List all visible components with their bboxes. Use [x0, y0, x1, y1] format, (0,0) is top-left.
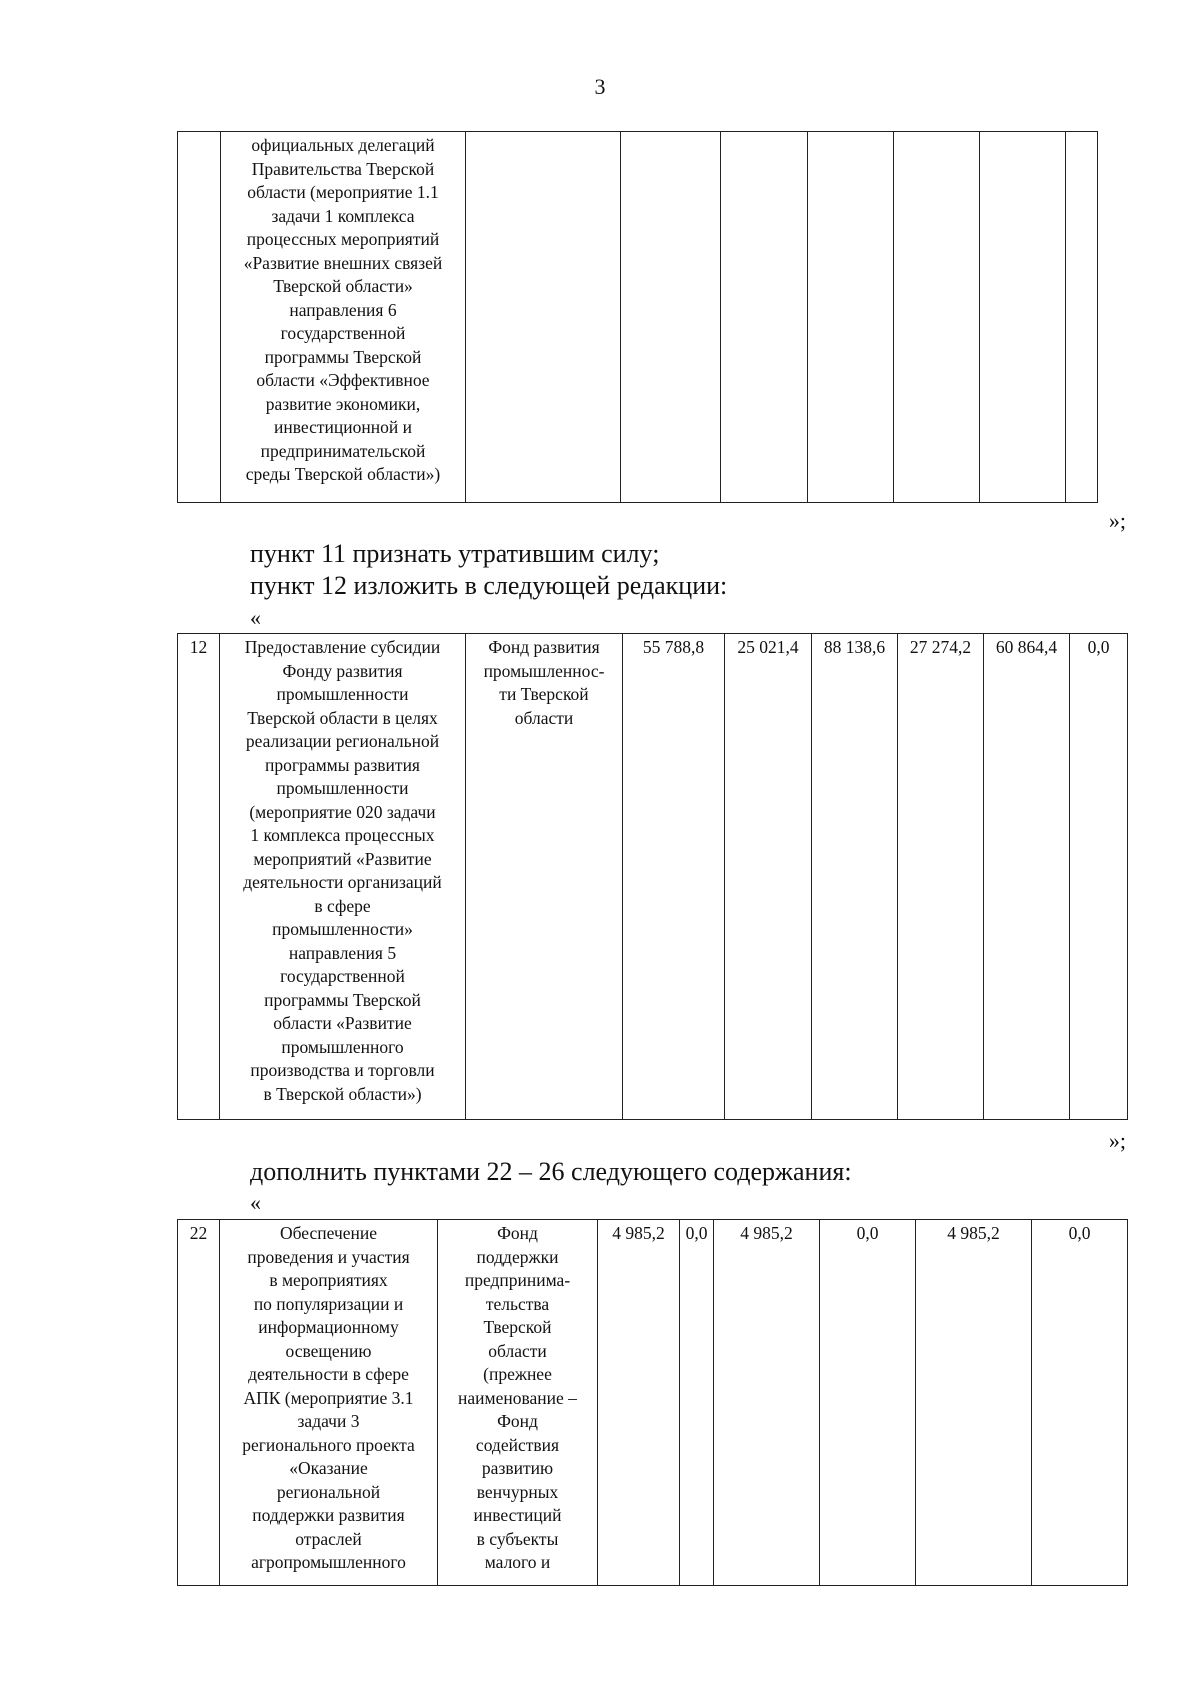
recipient-cell: Фонд развития промышленнос- ти Тверской области: [466, 634, 623, 1120]
table-item-22: [177, 1219, 1128, 1586]
instruction-text: дополнить пунктами 22 – 26 следующего содержания:: [250, 1157, 852, 1186]
recipient-cell: Фонд поддержки предпринима- тельства Тверской области (прежнее наименование – Фонд содействия развитию венчурных инвестиций в субъекты малого и: [438, 1220, 598, 1586]
value-cell: 60 864,4: [984, 634, 1070, 1120]
opening-quote: «: [250, 1190, 261, 1215]
value-cell: [980, 132, 1066, 503]
value-cell: 55 788,8: [623, 634, 725, 1120]
row-number-cell: 12: [178, 634, 220, 1120]
value-cell: [621, 132, 721, 503]
value-cell: [894, 132, 980, 503]
closing-quote: »;: [1108, 508, 1126, 533]
table-continuation: [177, 131, 1098, 503]
row-name-cell: официальных делегаций Правительства Тверской области (мероприятие 1.1 задачи 1 комплекса процессных мероприятий «Развитие внешних связей Тверской области» направления 6 государственной программы Тверской области «Эффективное развитие экономики, инвестиционной и предпринимательской среды Тверской области»): [221, 132, 466, 503]
closing-quote: »;: [1108, 1128, 1126, 1153]
recipient-cell: [466, 132, 621, 503]
value-cell: 4 985,2: [714, 1220, 820, 1586]
row-name-cell: Предоставление субсидии Фонду развития промышленности Тверской области в целях реализации региональной программы развития промышленности (мероприятие 020 задачи 1 комплекса процессных мероприятий «Развитие деятельности организаций в сфере промышленности» направления 5 государственной программы Тверской области «Развитие промышленного производства и торговли в Тверской области»): [220, 634, 466, 1120]
value-cell: [721, 132, 808, 503]
instruction-text: пункт 11 признать утратившим силу;: [250, 539, 660, 568]
value-cell: 88 138,6: [812, 634, 898, 1120]
value-cell: 0,0: [1070, 634, 1128, 1120]
table-row: [178, 634, 1128, 1120]
value-cell: 0,0: [1032, 1220, 1128, 1586]
page-number: 3: [594, 74, 606, 99]
instruction-text: пункт 12 изложить в следующей редакции:: [250, 571, 728, 600]
table-row: [178, 1220, 1128, 1586]
value-cell: 25 021,4: [725, 634, 812, 1120]
opening-quote: «: [250, 605, 261, 630]
row-name-cell: Обеспечение проведения и участия в мероприятиях по популяризации и информационному освещению деятельности в сфере АПК (мероприятие 3.1 задачи 3 регионального проекта «Оказание региональной поддержки развития отраслей агропромышленного: [220, 1220, 438, 1586]
table-item-12: [177, 633, 1128, 1120]
table-row: [178, 132, 1098, 503]
value-cell: 4 985,2: [916, 1220, 1032, 1586]
row-number-cell: 22: [178, 1220, 220, 1586]
row-number-cell: [178, 132, 221, 503]
value-cell: 4 985,2: [598, 1220, 680, 1586]
value-cell: [808, 132, 894, 503]
value-cell: [1066, 132, 1098, 503]
value-cell: 0,0: [820, 1220, 916, 1586]
value-cell: 27 274,2: [898, 634, 984, 1120]
value-cell: 0,0: [680, 1220, 714, 1586]
